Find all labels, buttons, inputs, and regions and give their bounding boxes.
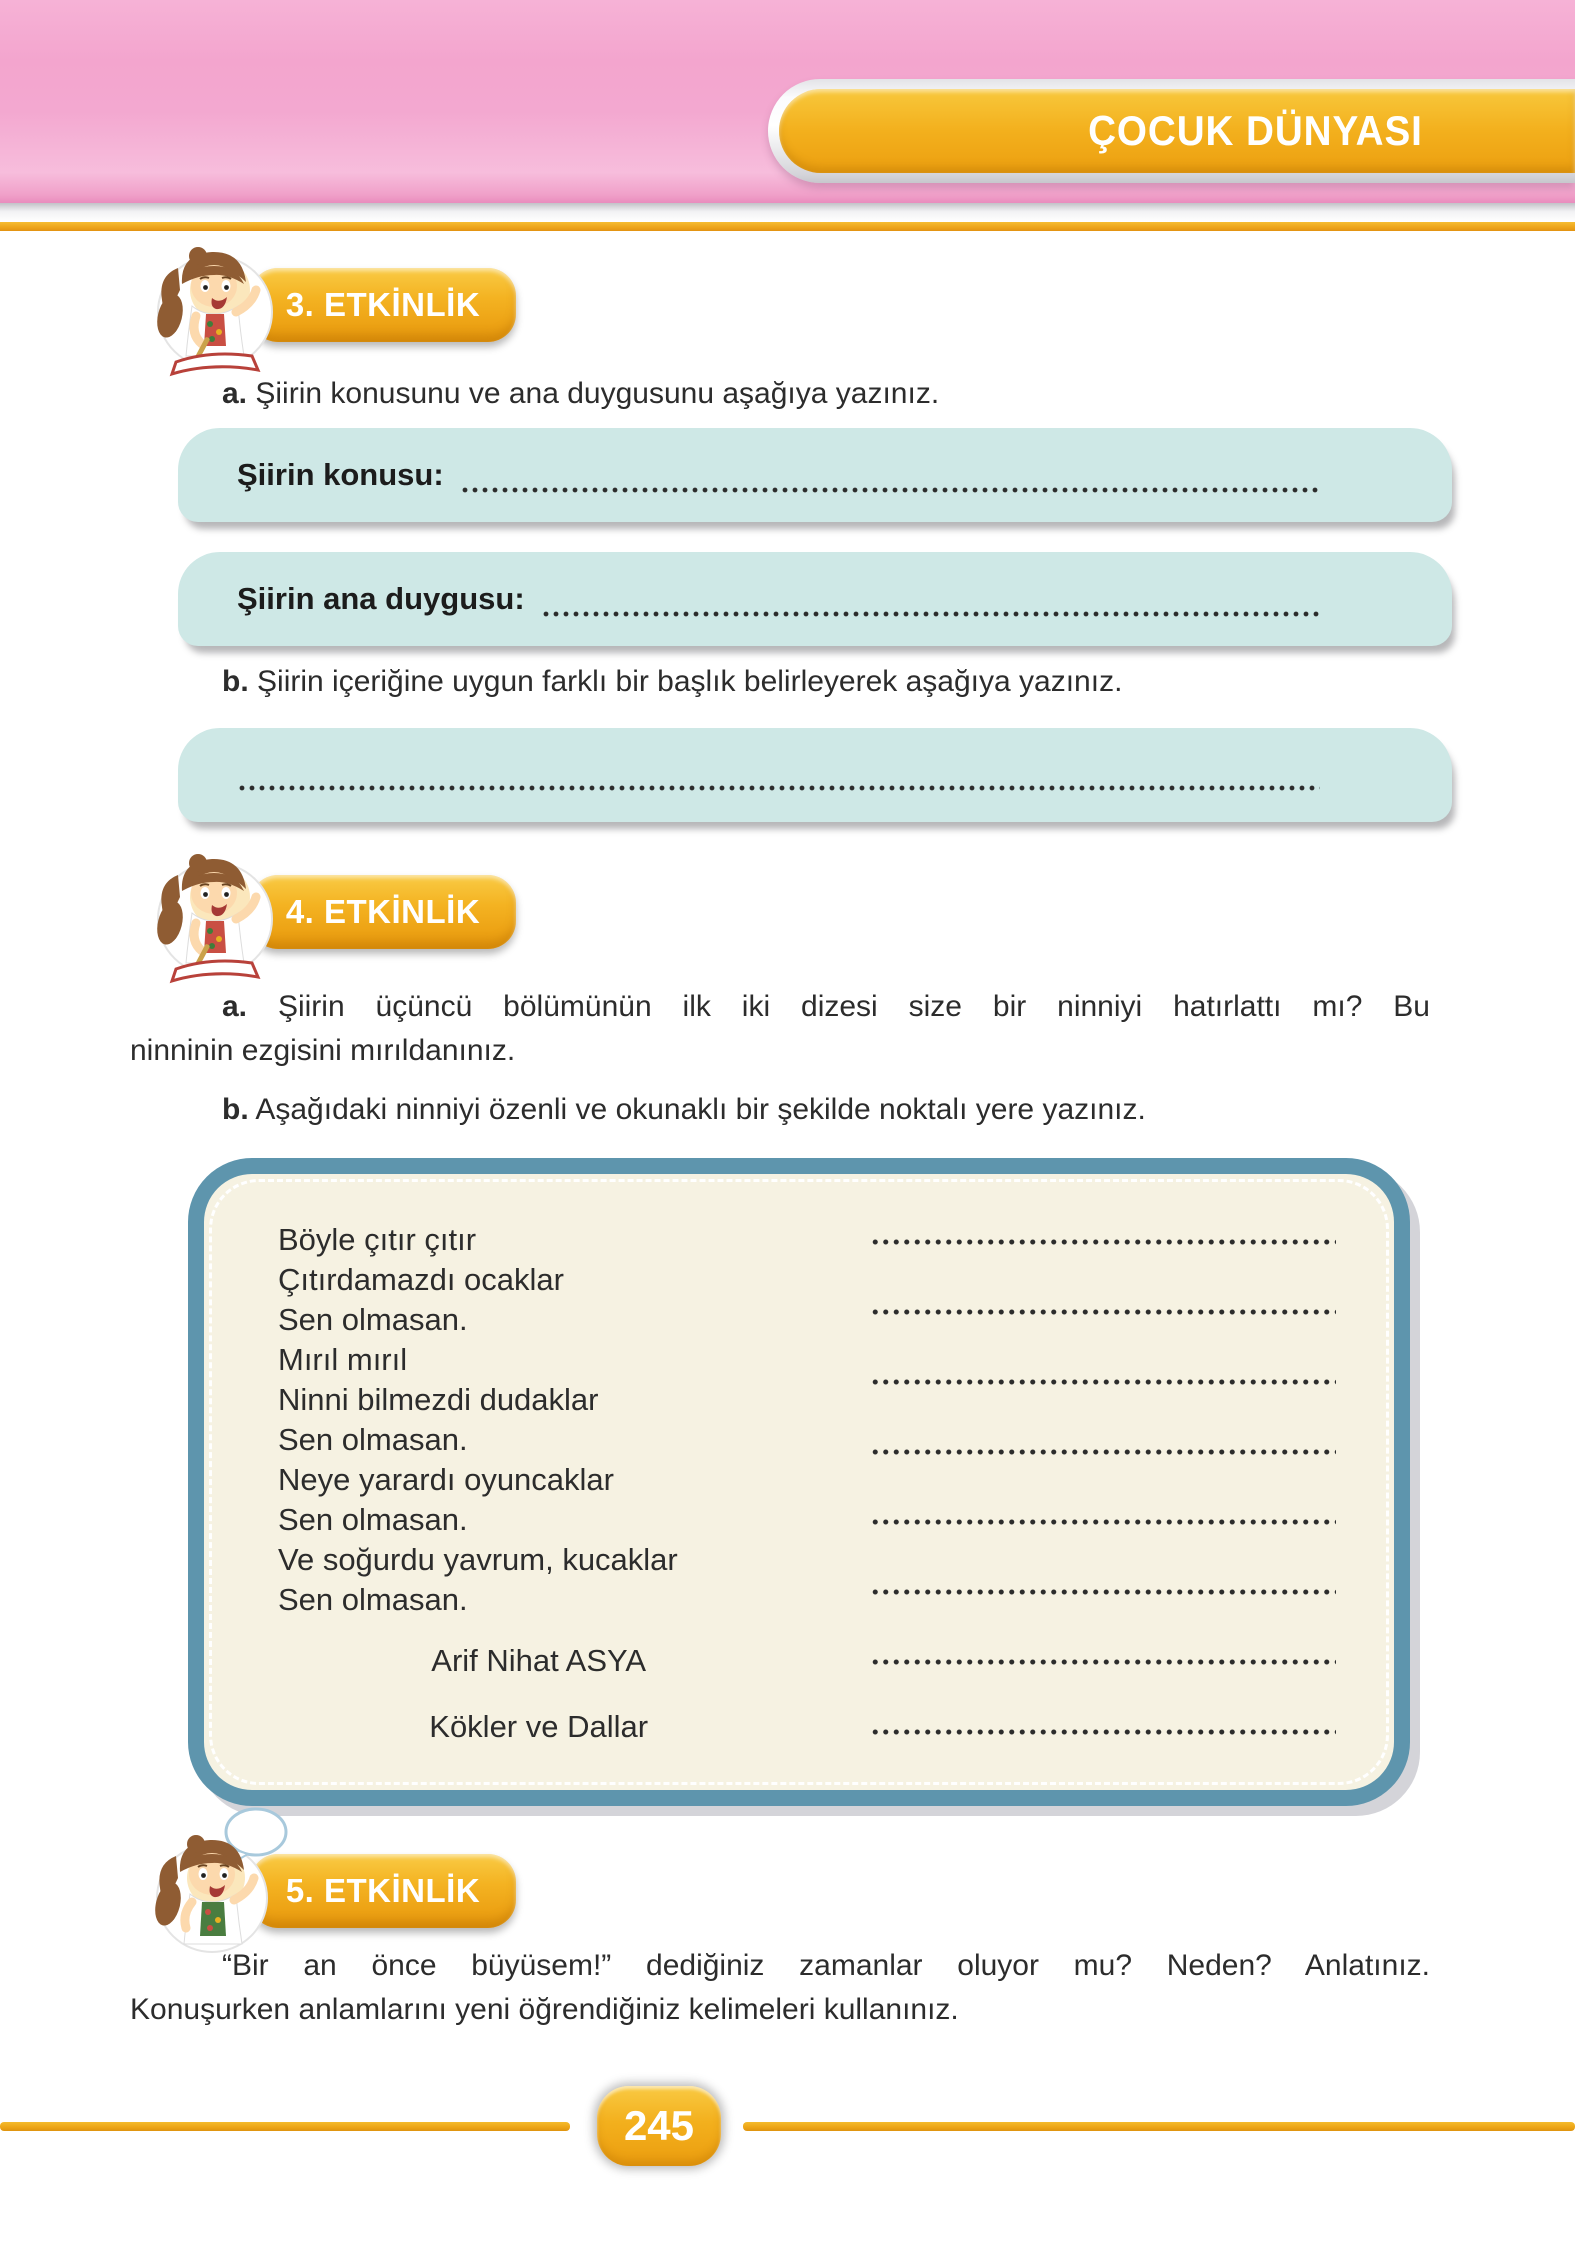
page-number-pill: [597, 2086, 721, 2166]
instruction-text: Aşağıdaki ninniyi özenli ve okunaklı bir şekilde noktalı yere yazınız.: [255, 1093, 1146, 1126]
girl-writing-icon: [140, 238, 290, 378]
poem-line: Mırıl mırıl: [278, 1342, 408, 1377]
poem-line: Sen olmasan.: [278, 1582, 468, 1617]
poem-author: Arif Nihat ASYA: [431, 1643, 647, 1678]
poem-answer-line: [870, 1315, 1336, 1385]
poem-answer-line: [870, 1665, 1336, 1735]
activity4-badge: [140, 845, 760, 985]
activity4-instruction-b: [130, 1088, 1430, 1132]
poem-topic-field: [178, 428, 1452, 522]
poem-line: Çıtırdamazdı ocaklar: [278, 1262, 564, 1297]
activity5-instruction: [130, 1944, 1430, 2032]
footer-rule-left: [0, 2122, 570, 2131]
answer-blank: [541, 610, 1320, 618]
activity3-instruction-a: [130, 372, 1430, 416]
poem-source: Kökler ve Dallar: [429, 1709, 649, 1744]
footer-rule-right: [743, 2122, 1575, 2131]
poem-main-feeling-field: [178, 552, 1452, 646]
poem-answer-line: [870, 1595, 1336, 1665]
instruction-text: Konuşurken anlamlarını yeni öğrendiğiniz kelimeleri kullanınız.: [130, 1993, 959, 2026]
instruction-text: Şiirin üçüncü bölümünün ilk iki dizesi size bir ninniyi hatırlattı mı? Bu: [277, 990, 1430, 1023]
page-header: [0, 0, 1575, 203]
activity4-badge-label: 4. ETKİNLİK: [285, 893, 481, 930]
instruction-text: Şiirin içeriğine uygun farklı bir başlık belirleyerek aşağıya yazınız.: [257, 665, 1123, 698]
item-letter: a.: [222, 990, 248, 1023]
poem-answer-line: [870, 1385, 1336, 1455]
poem-answer-line: [870, 1245, 1336, 1315]
page-number: 245: [623, 2102, 695, 2149]
activity5-badge: [140, 1802, 760, 1962]
poem-line: Sen olmasan.: [278, 1422, 468, 1457]
activity5-badge-label: 5. ETKİNLİK: [285, 1872, 481, 1909]
girl-speaking-icon: [140, 1802, 300, 1962]
item-letter: a.: [222, 377, 248, 410]
new-title-field: [178, 728, 1452, 822]
poem-answer-line: [870, 1525, 1336, 1595]
poem-answer-line: [870, 1455, 1336, 1525]
girl-writing-icon: [140, 845, 290, 985]
poem-line: Ninni bilmezdi dudaklar: [278, 1382, 599, 1417]
poem-line: Neye yarardı oyuncaklar: [278, 1462, 614, 1497]
poem-line: Sen olmasan.: [278, 1502, 468, 1537]
instruction-text: Şiirin konusunu ve ana duygusunu aşağıya yazınız.: [255, 377, 940, 410]
unit-title-capsule: [768, 79, 1575, 183]
instruction-text: “Bir an önce büyüsem!” dediğiniz zamanlar oluyor mu? Neden? Anlatınız.: [222, 1949, 1430, 1982]
poem-answer-column: [870, 1175, 1336, 1774]
poem-text-column: [278, 1190, 870, 1774]
lullaby-poem-box: [188, 1158, 1410, 1806]
answer-blank: [460, 486, 1320, 494]
poem-line: Ve soğurdu yavrum, kucaklar: [278, 1542, 678, 1577]
unit-title-pill: [779, 89, 1575, 173]
item-letter: b.: [222, 665, 249, 698]
answer-blank: [237, 784, 1320, 792]
activity3-badge: [140, 238, 760, 378]
poem-main-feeling-label: Şiirin ana duygusu:: [237, 581, 525, 616]
poem-topic-label: Şiirin konusu:: [237, 457, 444, 492]
header-divider-strip: [0, 203, 1575, 222]
activity3-badge-label: 3. ETKİNLİK: [285, 286, 481, 323]
header-orange-rule: [0, 222, 1575, 231]
speech-bubble-icon: [226, 1809, 286, 1855]
unit-title: ÇOCUK DÜNYASI: [1088, 107, 1423, 154]
activity3-instruction-b: [130, 660, 1430, 704]
poem-line: Böyle çıtır çıtır: [278, 1222, 477, 1257]
poem-answer-line: [870, 1175, 1336, 1245]
poem-line: Sen olmasan.: [278, 1302, 468, 1337]
item-letter: b.: [222, 1093, 249, 1126]
instruction-text: ninninin ezgisini mırıldanınız.: [130, 1034, 516, 1067]
activity4-instruction-a: [130, 985, 1430, 1073]
